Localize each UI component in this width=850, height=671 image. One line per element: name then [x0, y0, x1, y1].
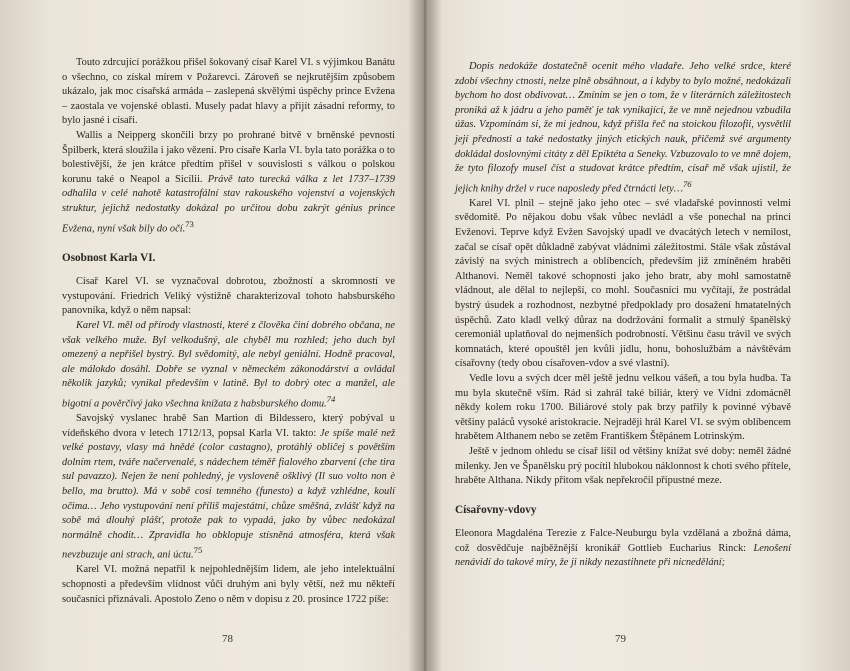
footnote-ref: 73: [185, 218, 194, 229]
page-number: 78: [222, 633, 233, 645]
left-page-text: [62, 56, 395, 607]
book-gutter-shadow: [408, 0, 442, 671]
quote-text: Dopis nedokáže dostatečně ocenit mého vladaře. Jeho velké srdce, které zdobí všechny ctnosti, nelze plně obsáhnout, a i kdyby to bylo možné, nedokázali bychom ho dost obdivovat… Zmíním se jen o tom, že v literárních záležitostech proniká až k jádru a jeho paměť je tak vynikající, že ve mně nejednou vzbudila úžas. Vzpomínám si, že mi jednou, když přišla řeč na stoickou filozofii, vysvětlil její přednosti a také nedostatky jiných etických nauk, přičemž své argumenty dokládal doslovnými citáty z děl Epiktéta a Seneky. Vzbuzovalo to ve mně dojem, že tyto filozofy musel číst a studovat krátce předtím, císař mě však ujistil, že jejich knihy držel v ruce naposledy před čtrnácti lety…: [455, 61, 791, 195]
paragraph-text: Eleonora Magdaléna Terezie z Falce-Neuburgu byla vzdělaná a zbožná dáma, což dosvědčuje najběžnější kronikář Gottlieb Eucharius Rinck:: [455, 528, 791, 554]
quote-paragraph: [455, 60, 791, 197]
paragraph: Karel VI. možná nepatřil k nejpohlednějším lidem, ale jeho intelektuální schopnosti a především vlídnost vůči druhým ani byly větší, než mu někteří současníci přiznávali. Apostolo Zeno o něm v dopisu z 20. prosince 1722 píše:: [62, 564, 395, 605]
paragraph-text: Savojský vyslanec hrabě San Martion di Bildessero, který pobýval u vídeňského dvora v letech 1712/13, popsal Karla VI. takto:: [62, 413, 395, 439]
paragraph: Vedle lovu a svých dcer měl ještě jednu velkou vášeň, a tou byla hudba. Ta mu byla skutečně vším. Rád si zahrál také biliár, který ve Vídni zdomácněl někdy kolem roku 1700. Biliárové stoly pak brzy patřily k povinné výbavě většiny paláců vysoké aristokracie. Nejraději hrál Karel VI. se svým oblíbencem hrabětem Althanem nebo se zetěm Františkem Štěpánem Lotrinským.: [455, 372, 791, 443]
quote-paragraph: [62, 319, 395, 412]
paragraph: Karel VI. plnil – stejně jako jeho otec – své vladařské povinnosti velmi svědomitě. Po nějakou dobu však vůbec nevládl a vše ponechal na princi Evženovi. Teprve když Evžen Savojský upadl ve dvacátých letech v nemilost, začal se císař opět důkladně zabývat vládními záležitostmi. Stále však zůstával závislý na svých ministrech a oblíbencích, především již zmíněném hraběti Althanovi. Neměl takové schopnosti jako jeho bratr, aby mohl samostatně vládnout, ale dělal to nejlepší, co mohl. Současníci mu vyčítají, že postrádal bystrý úsudek a rozhodnost, nezbytné předpoklady pro dosažení hmatatelných úspěchů. Zato kladl velký důraz na dodržování formalit a strnulý španělský ceremoniál uplatňoval do nejmenších podrobností. Většinu času trávil ve svých komnatách, které opouštěl jen kvůli jídlu, honu, bohoslužbám a návštěvám císařovny (tedy obou císařoven-vdov a své vlastní).: [455, 197, 791, 370]
right-page-text: [455, 60, 791, 571]
paragraph: [62, 129, 395, 237]
page-number: 79: [615, 633, 626, 645]
footnote-ref: 75: [193, 545, 203, 556]
section-heading: Císařovny-vdovy: [455, 503, 537, 516]
right-page: [425, 0, 850, 671]
footnote-ref: 76: [682, 178, 692, 189]
footnote-ref: 74: [326, 393, 336, 404]
quote-text: Je spíše malé než velké postavy, vlasy má hnědé (color castagno), protáhlý obličej s povětším dolním rtem, tváře načervenalé, s nádechem téměř fialového zbarvení (che tira sul pavazzo). Nejen že není pohledný, je vysloveně ošklivý (Il suo volto non è bello, ma brutto). Má v sobě cosi temného (funesto) a když vzhlédne, koulí očima… Jeho vystupování není příliš majestátní, chůze směšná, zvlášť když na sobě má dlouhý plášť, protože pak to vypadá, jako by vůbec nedokázal normálně chodit… Zpravidla ho obklopuje stísněná atmosféra, která však nevzbuzuje ani strach, ani úctu.: [62, 427, 395, 561]
quote-text: Karel VI. měl od přírody vlastnosti, které z člověka činí dobrého občana, ne však velkého muže. Byl velkodušný, ale chyběl mu rozhled; jeho duch byl omezený a nepřišel bystrý. Byl svědomitý, ale nebyl geniální. Hodně pracoval, ale málokdo dosáhl. Dobře se vyznal v německém zákonodárství a ovládal několik jazyků; vynikal především v latině. Byl to dobrý otec a manžel, ale bigotní a pověrčivý jako všechna knížata z habsburského domu.: [62, 319, 395, 410]
paragraph: Ještě v jednom ohledu se císař lišil od většiny knížat své doby: neměl žádné milenky. Jen ve Španělsku prý pocítil hlubokou náklonnost k choti svého přítele, hraběte Althana. Nikdy přitom však nepřekročil přípustné meze.: [455, 445, 791, 487]
quote-text: Právě tato turecká válka z let 1737–1739 odhalila v celé nahotě katastrofální stav rakouského vojenství a vojenských struktur, jejichž nedostatky dokázal po určitou dobu zakrýt génius prince Evžena, nyní však bily do očí.: [62, 173, 395, 234]
quote-text: Lenošení nenávidí do takové míry, že ji nikdy nezastihnete při nicnedělání;: [455, 542, 791, 569]
paragraph: Císař Karel VI. se vyznačoval dobrotou, zbožností a skromností ve vystupování. Friedrich Veliký výstižně charakterizoval tohoto habsburského panovníka, když o něm napsal:: [62, 276, 395, 317]
paragraph-text: Wallis a Neipperg skončili brzy po prohrané bitvě v brněnské pevnosti Špilberk, která sloužila i jako vězení. Pro císaře Karla VI. byla tato porážka o to bolestivější, že jen krátce předtím přišel v souvislosti s válkou o polskou korunu také o Neapol a Sicílii.: [62, 129, 395, 185]
paragraph: [62, 412, 395, 563]
section-heading: Osobnost Karla VI.: [62, 251, 156, 264]
paragraph: [455, 527, 791, 571]
paragraph: Touto zdrcující porážkou přišel šokovaný císař Karel VI. s výjimkou Banátu o všechno, co získal mírem v Požarevci. Zároveň se nejkrutějším způsobem ukázalo, jak moc císařská armáda – zaslepená skvělými úspěchy prince Evžena – zaostala ve vojenské oblasti. Musely padat hlavy a přijít zásadní reformy, to bylo jasné i císaři.: [62, 57, 395, 127]
